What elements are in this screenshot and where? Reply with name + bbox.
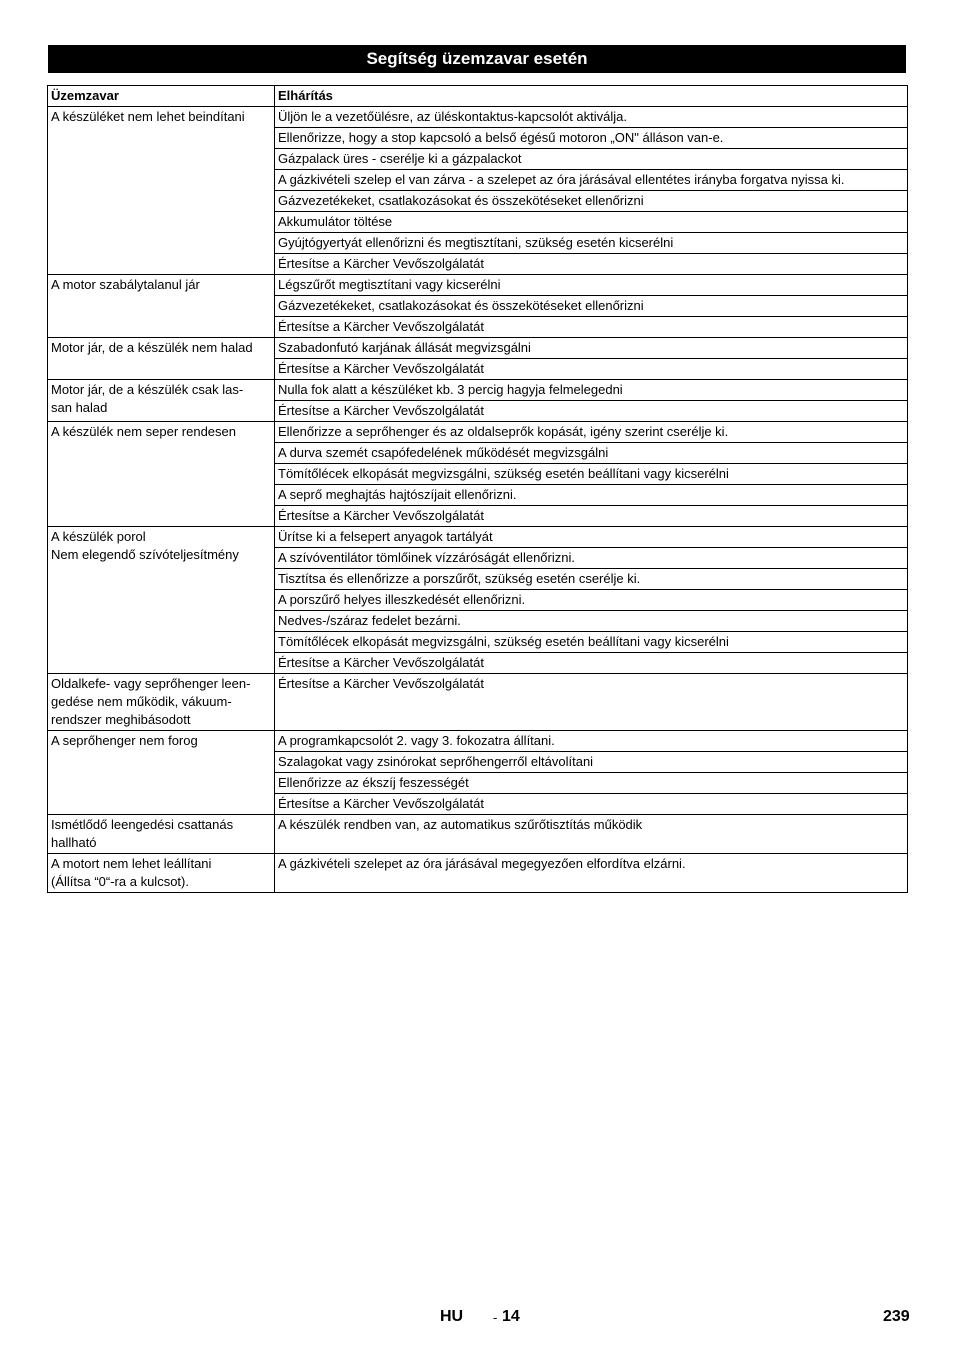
fault-text: Ismétlődő leengedési csattanás: [51, 817, 234, 832]
fault-cell: [48, 815, 275, 854]
remedy-cell: Tömítőlécek elkopását megvizsgálni, szükség esetén beállítani vagy kicserélni: [275, 464, 908, 485]
column-header-fault: Üzemzavar: [48, 86, 275, 107]
remedy-cell: A gázkivételi szelepet az óra járásával megegyezően elfordítva elzárni.: [275, 854, 908, 893]
fault-text: gedése nem működik, vákuum-: [51, 694, 232, 709]
remedy-cell: Tisztítsa és ellenőrizze a porszűrőt, szükség esetén cserélje ki.: [275, 569, 908, 590]
fault-text: Motor jár, de a készülék csak las-: [51, 382, 244, 397]
remedy-cell: A gázkivételi szelep el van zárva - a szelepet az óra járásával ellentétes irányba forgatva nyissa ki.: [275, 170, 908, 191]
remedy-cell: Szabadonfutó karjának állását megvizsgálni: [275, 338, 908, 359]
table-row: [48, 854, 908, 893]
remedy-cell: Akkumulátor töltése: [275, 212, 908, 233]
remedy-cell: A durva szemét csapófedelének működését megvizsgálni: [275, 443, 908, 464]
remedy-cell: Üljön le a vezetőülésre, az üléskontaktus-kapcsolót aktiválja.: [275, 107, 908, 128]
page-title: Segítség üzemzavar esetén: [48, 45, 906, 73]
fault-text: Motor jár, de a készülék nem halad: [51, 340, 253, 355]
remedy-cell: Értesítse a Kärcher Vevőszolgálatát: [275, 674, 908, 731]
remedy-cell: Szalagokat vagy zsinórokat seprőhengerről eltávolítani: [275, 752, 908, 773]
remedy-cell: Nulla fok alatt a készüléket kb. 3 percig hagyja felmelegedni: [275, 380, 908, 401]
remedy-cell: Értesítse a Kärcher Vevőszolgálatát: [275, 317, 908, 338]
remedy-cell: Gázvezetékeket, csatlakozásokat és összekötéseket ellenőrizni: [275, 191, 908, 212]
footer-dash: -: [493, 1310, 498, 1325]
fault-text: A motort nem lehet leállítani: [51, 856, 212, 871]
table-row: [48, 275, 908, 296]
footer-section-page: 14: [502, 1308, 520, 1325]
remedy-cell: Ellenőrizze a seprőhenger és az oldalseprők kopását, igény szerint cserélje ki.: [275, 422, 908, 443]
fault-cell: [48, 422, 275, 527]
table-row: [48, 422, 908, 443]
fault-cell: [48, 107, 275, 275]
troubleshooting-table: [47, 85, 908, 893]
fault-text: rendszer meghibásodott: [51, 712, 191, 727]
table-row: [48, 527, 908, 548]
table-row: [48, 731, 908, 752]
remedy-cell: Gázvezetékeket, csatlakozásokat és összekötéseket ellenőrizni: [275, 296, 908, 317]
fault-text: hallható: [51, 835, 97, 850]
remedy-cell: A készülék rendben van, az automatikus szűrőtisztítás működik: [275, 815, 908, 854]
remedy-cell: Nedves-/száraz fedelet bezárni.: [275, 611, 908, 632]
fault-text: A seprőhenger nem forog: [51, 733, 198, 748]
remedy-cell: Értesítse a Kärcher Vevőszolgálatát: [275, 794, 908, 815]
remedy-cell: Értesítse a Kärcher Vevőszolgálatát: [275, 254, 908, 275]
fault-cell: [48, 338, 275, 380]
remedy-cell: Ellenőrizze az ékszíj feszességét: [275, 773, 908, 794]
table-row: [48, 338, 908, 359]
fault-cell: [48, 527, 275, 674]
remedy-cell: Értesítse a Kärcher Vevőszolgálatát: [275, 401, 908, 422]
remedy-cell: A programkapcsolót 2. vagy 3. fokozatra állítani.: [275, 731, 908, 752]
fault-text: Nem elegendő szívóteljesítmény: [51, 547, 239, 562]
fault-text: A motor szabálytalanul jár: [51, 277, 200, 292]
remedy-cell: Értesítse a Kärcher Vevőszolgálatát: [275, 506, 908, 527]
fault-cell: [48, 674, 275, 731]
fault-text: A készülék nem seper rendesen: [51, 424, 236, 439]
fault-text: A készülék porol: [51, 529, 146, 544]
table-header-row: [48, 86, 908, 107]
remedy-cell: A szívóventilátor tömlőinek vízzáróságát ellenőrizni.: [275, 548, 908, 569]
fault-text: (Állítsa “0“-ra a kulcsot).: [51, 874, 189, 889]
footer-language: HU: [440, 1308, 464, 1325]
remedy-cell: Gázpalack üres - cserélje ki a gázpalackot: [275, 149, 908, 170]
fault-cell: [48, 275, 275, 338]
remedy-cell: Tömítőlécek elkopását megvizsgálni, szükség esetén beállítani vagy kicserélni: [275, 632, 908, 653]
remedy-cell: Légszűrőt megtisztítani vagy kicserélni: [275, 275, 908, 296]
table-row: [48, 107, 908, 128]
table-row: [48, 380, 908, 401]
fault-text: san halad: [51, 400, 108, 415]
table-row: [48, 815, 908, 854]
remedy-cell: A porszűrő helyes illeszkedését ellenőrizni.: [275, 590, 908, 611]
remedy-cell: Gyújtógyertyát ellenőrizni és megtisztítani, szükség esetén kicserélni: [275, 233, 908, 254]
fault-text: A készüléket nem lehet beindítani: [51, 109, 245, 124]
fault-cell: [48, 854, 275, 893]
fault-cell: [48, 380, 275, 422]
remedy-cell: Értesítse a Kärcher Vevőszolgálatát: [275, 359, 908, 380]
remedy-cell: Ellenőrizze, hogy a stop kapcsoló a belső égésű motoron „ON" álláson van-e.: [275, 128, 908, 149]
remedy-cell: Értesítse a Kärcher Vevőszolgálatát: [275, 653, 908, 674]
footer-page-number: 239: [883, 1308, 910, 1325]
table-row: [48, 674, 908, 731]
column-header-remedy: Elhárítás: [275, 86, 908, 107]
fault-text: Oldalkefe- vagy seprőhenger leen-: [51, 676, 251, 691]
remedy-cell: A seprő meghajtás hajtószíjait ellenőrizni.: [275, 485, 908, 506]
remedy-cell: Ürítse ki a felsepert anyagok tartályát: [275, 527, 908, 548]
fault-cell: [48, 731, 275, 815]
